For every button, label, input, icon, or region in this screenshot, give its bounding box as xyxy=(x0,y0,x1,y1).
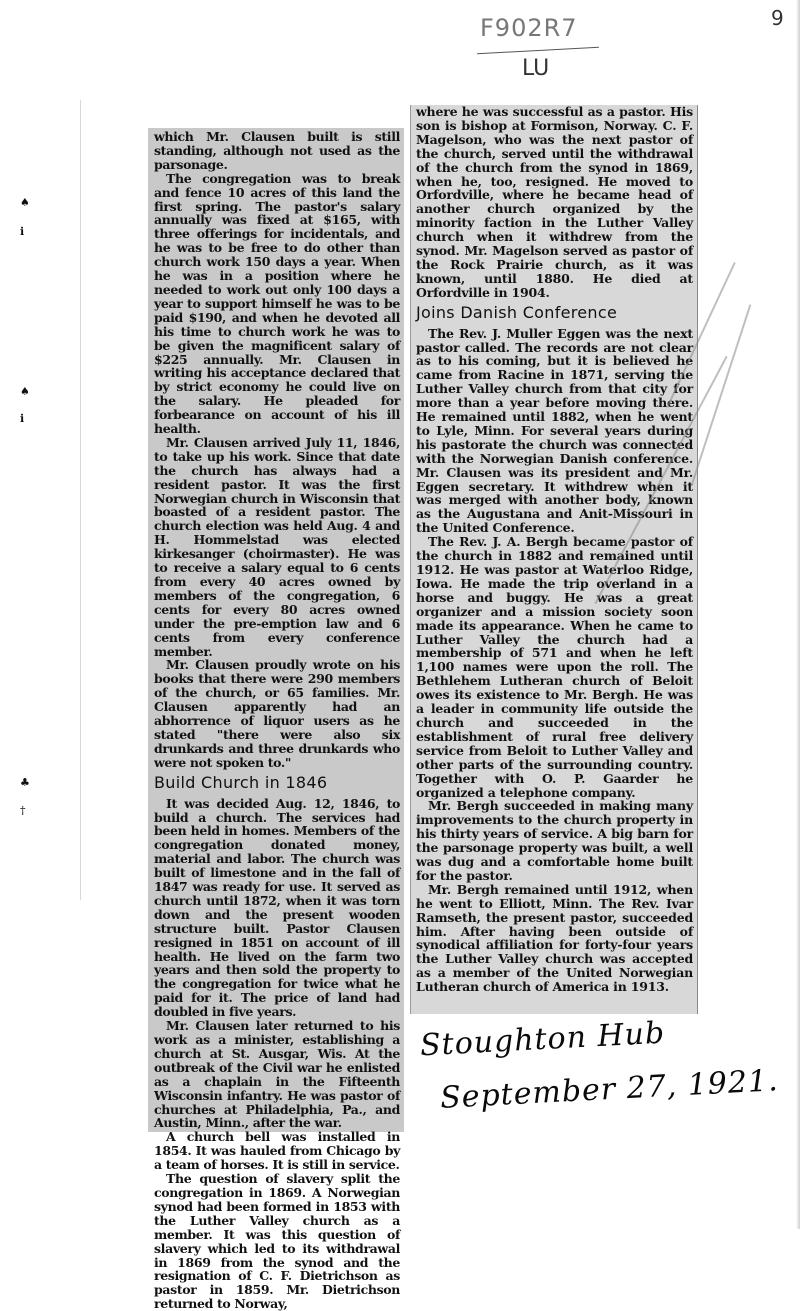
handwritten-date: September 27, 1921. xyxy=(439,1063,780,1116)
fold-line xyxy=(80,100,81,400)
call-number-annotation: F902R7 xyxy=(480,14,578,42)
paragraph: Mr. Bergh succeeded in making many improvements to the church property in his thirty years of service. A big barn for the parsonage property was built, a well was dug and a comfortable home built for the pastor. xyxy=(416,798,693,883)
sub-code-annotation: LU xyxy=(522,56,550,81)
paragraph: The congregation was to break and fence 10 acres of this land the first spring. The pastor's salary annually was fixed at $165, with three offerings for incidentals, and he was to be free to do other than church work 150 days a year. When he was in a position where he needed to work out only 100 days a year to support himself he was to be paid $190, and when he devoted all his time to church work he was to be given the magnificent salary of $225 annually. Mr. Clausen in writing his acceptance declared that by strict economy he could live on the salary. He pleaded for forbearance on account of his ill health. xyxy=(154,170,400,437)
page-number: 9 xyxy=(771,6,784,30)
right-column-clipping xyxy=(410,105,698,1014)
section-heading: Build Church in 1846 xyxy=(154,772,328,792)
paragraph: A church bell was installed in 1854. It was hauled from Chicago by a team of horses. It is still in service. xyxy=(154,1129,400,1173)
margin-mark: † xyxy=(20,804,26,817)
annotation-underline xyxy=(477,47,599,54)
paragraph: The Rev. J. A. Bergh became pastor of the church in 1882 and remained until 1912. He was pastor at Waterloo Ridge, Iowa. He made the trip overland in a horse and buggy. He was a great organizer and a mission society soon made its appearance. When he came to Luther Valley the church had a membership of 571 and when he left 1,100 names were upon the roll. The Bethlehem Lutheran church of Beloit owes its existence to Mr. Bergh. He was a leader in community life outside the church and succeeded in the establishment of rural free delivery service from Beloit to Luther Valley and other parts of the surrounding country. Together with O. P. Gaarder he organized a telephone company. xyxy=(416,534,693,800)
section-heading: Joins Danish Conference xyxy=(416,302,618,322)
paragraph: It was decided Aug. 12, 1846, to build a church. The services had been held in homes. Members of the congregation donated money, material and labor. The church was built of limestone and in the fall of 1847 was ready for use. It served as church until 1872, when it was torn down and the present wooden structure built. Pastor Clausen resigned in 1851 on account of ill health. He lived on the farm two years and then sold the property to the congregation for twice what he paid for it. The price of land had doubled in five years. xyxy=(154,795,400,1020)
margin-mark: ℹ xyxy=(20,412,25,425)
paragraph: Mr. Clausen later returned to his work as a minister, establishing a church at St. Ausgar, Wis. At the outbreak of the Civil war he enlisted as a chaplain in the Fifteenth Wisconsin infantry. He was pastor of churches at Philadelphia, Pa., and Austin, Minn., after the war. xyxy=(154,1018,400,1131)
margin-mark: ♠ xyxy=(20,196,30,209)
paragraph: Mr. Bergh remained until 1912, when he went to Elliott, Minn. The Rev. Ivar Ramseth, the present pastor, succeeded him. After having been outside of synodical affiliation for forty-four years the Luther Valley church was accepted as a member of the United Norwegian Lutheran church of America in 1913. xyxy=(416,881,693,995)
margin-mark: ℹ xyxy=(20,225,25,238)
page-edge xyxy=(796,0,800,1229)
left-column-clipping xyxy=(148,128,404,1311)
paragraph: which Mr. Clausen built is still standing, although not used as the parsonage. xyxy=(154,129,400,172)
handwritten-source: Stoughton Hub xyxy=(419,1015,666,1064)
paragraph: where he was successful as a pastor. His son is bishop at Formison, Norway. C. F. Magelson, who was the next pastor of the church, served until the withdrawal of the church from the synod in 1869, when he, too, resigned. He moved to Orfordville, where he became head of another church organized by the minority faction in the Luther Valley church when it withdrew from the synod. Mr. Magelson served as pastor of the Rock Prairie church, as it was known, until 1880. He died at Orfordville in 1904. xyxy=(416,104,693,300)
paragraph: The Rev. J. Muller Eggen was the next pastor called. The records are not clear as to his coming, but it is believed he came from Racine in 1871, serving the Luther Valley church from that city for more than a year before moving there. He remained until 1882, when he went to Lyle, Minn. For several years during his pastorate the church was connected with the Norwegian Danish conference. Mr. Clausen was its president and Mr. Eggen secretary. It withdrew when it was merged with another body, known as the Augustana and Anit-Missouri in the United Conference. xyxy=(416,325,693,536)
fold-line xyxy=(80,400,81,900)
margin-mark: ♣ xyxy=(20,776,30,789)
margin-mark: ♠ xyxy=(20,385,30,398)
paragraph: The question of slavery split the congregation in 1869. A Norwegian synod had been formed in 1853 with the Luther Valley church as a member. It was this question of slavery which led to its withdrawal in 1869 from the synod and the resignation of C. F. Dietrichson as pastor in 1859. Mr. Dietrichson returned to Norway, xyxy=(154,1171,400,1311)
paragraph: Mr. Clausen proudly wrote on his books that there were 290 members of the church, or 65 families. Mr. Clausen apparently had an abhorrence of liquor users as he stated "there were also six drunkards and three drunkards who were not spoken to." xyxy=(154,657,400,770)
paragraph: Mr. Clausen arrived July 11, 1846, to take up his work. Since that date the church has always had a resident pastor. It was the first Norwegian church in Wisconsin that boasted of a resident pastor. The church election was held Aug. 4 and H. Hommelstad was elected kirkesanger (choirmaster). He was to receive a salary equal to 6 cents from every 40 acres owned by members of the congregation, 6 cents for every 80 acres owned under the pre-emption law and 6 cents from every conference member. xyxy=(154,434,400,659)
pencil-scribble xyxy=(691,304,752,485)
